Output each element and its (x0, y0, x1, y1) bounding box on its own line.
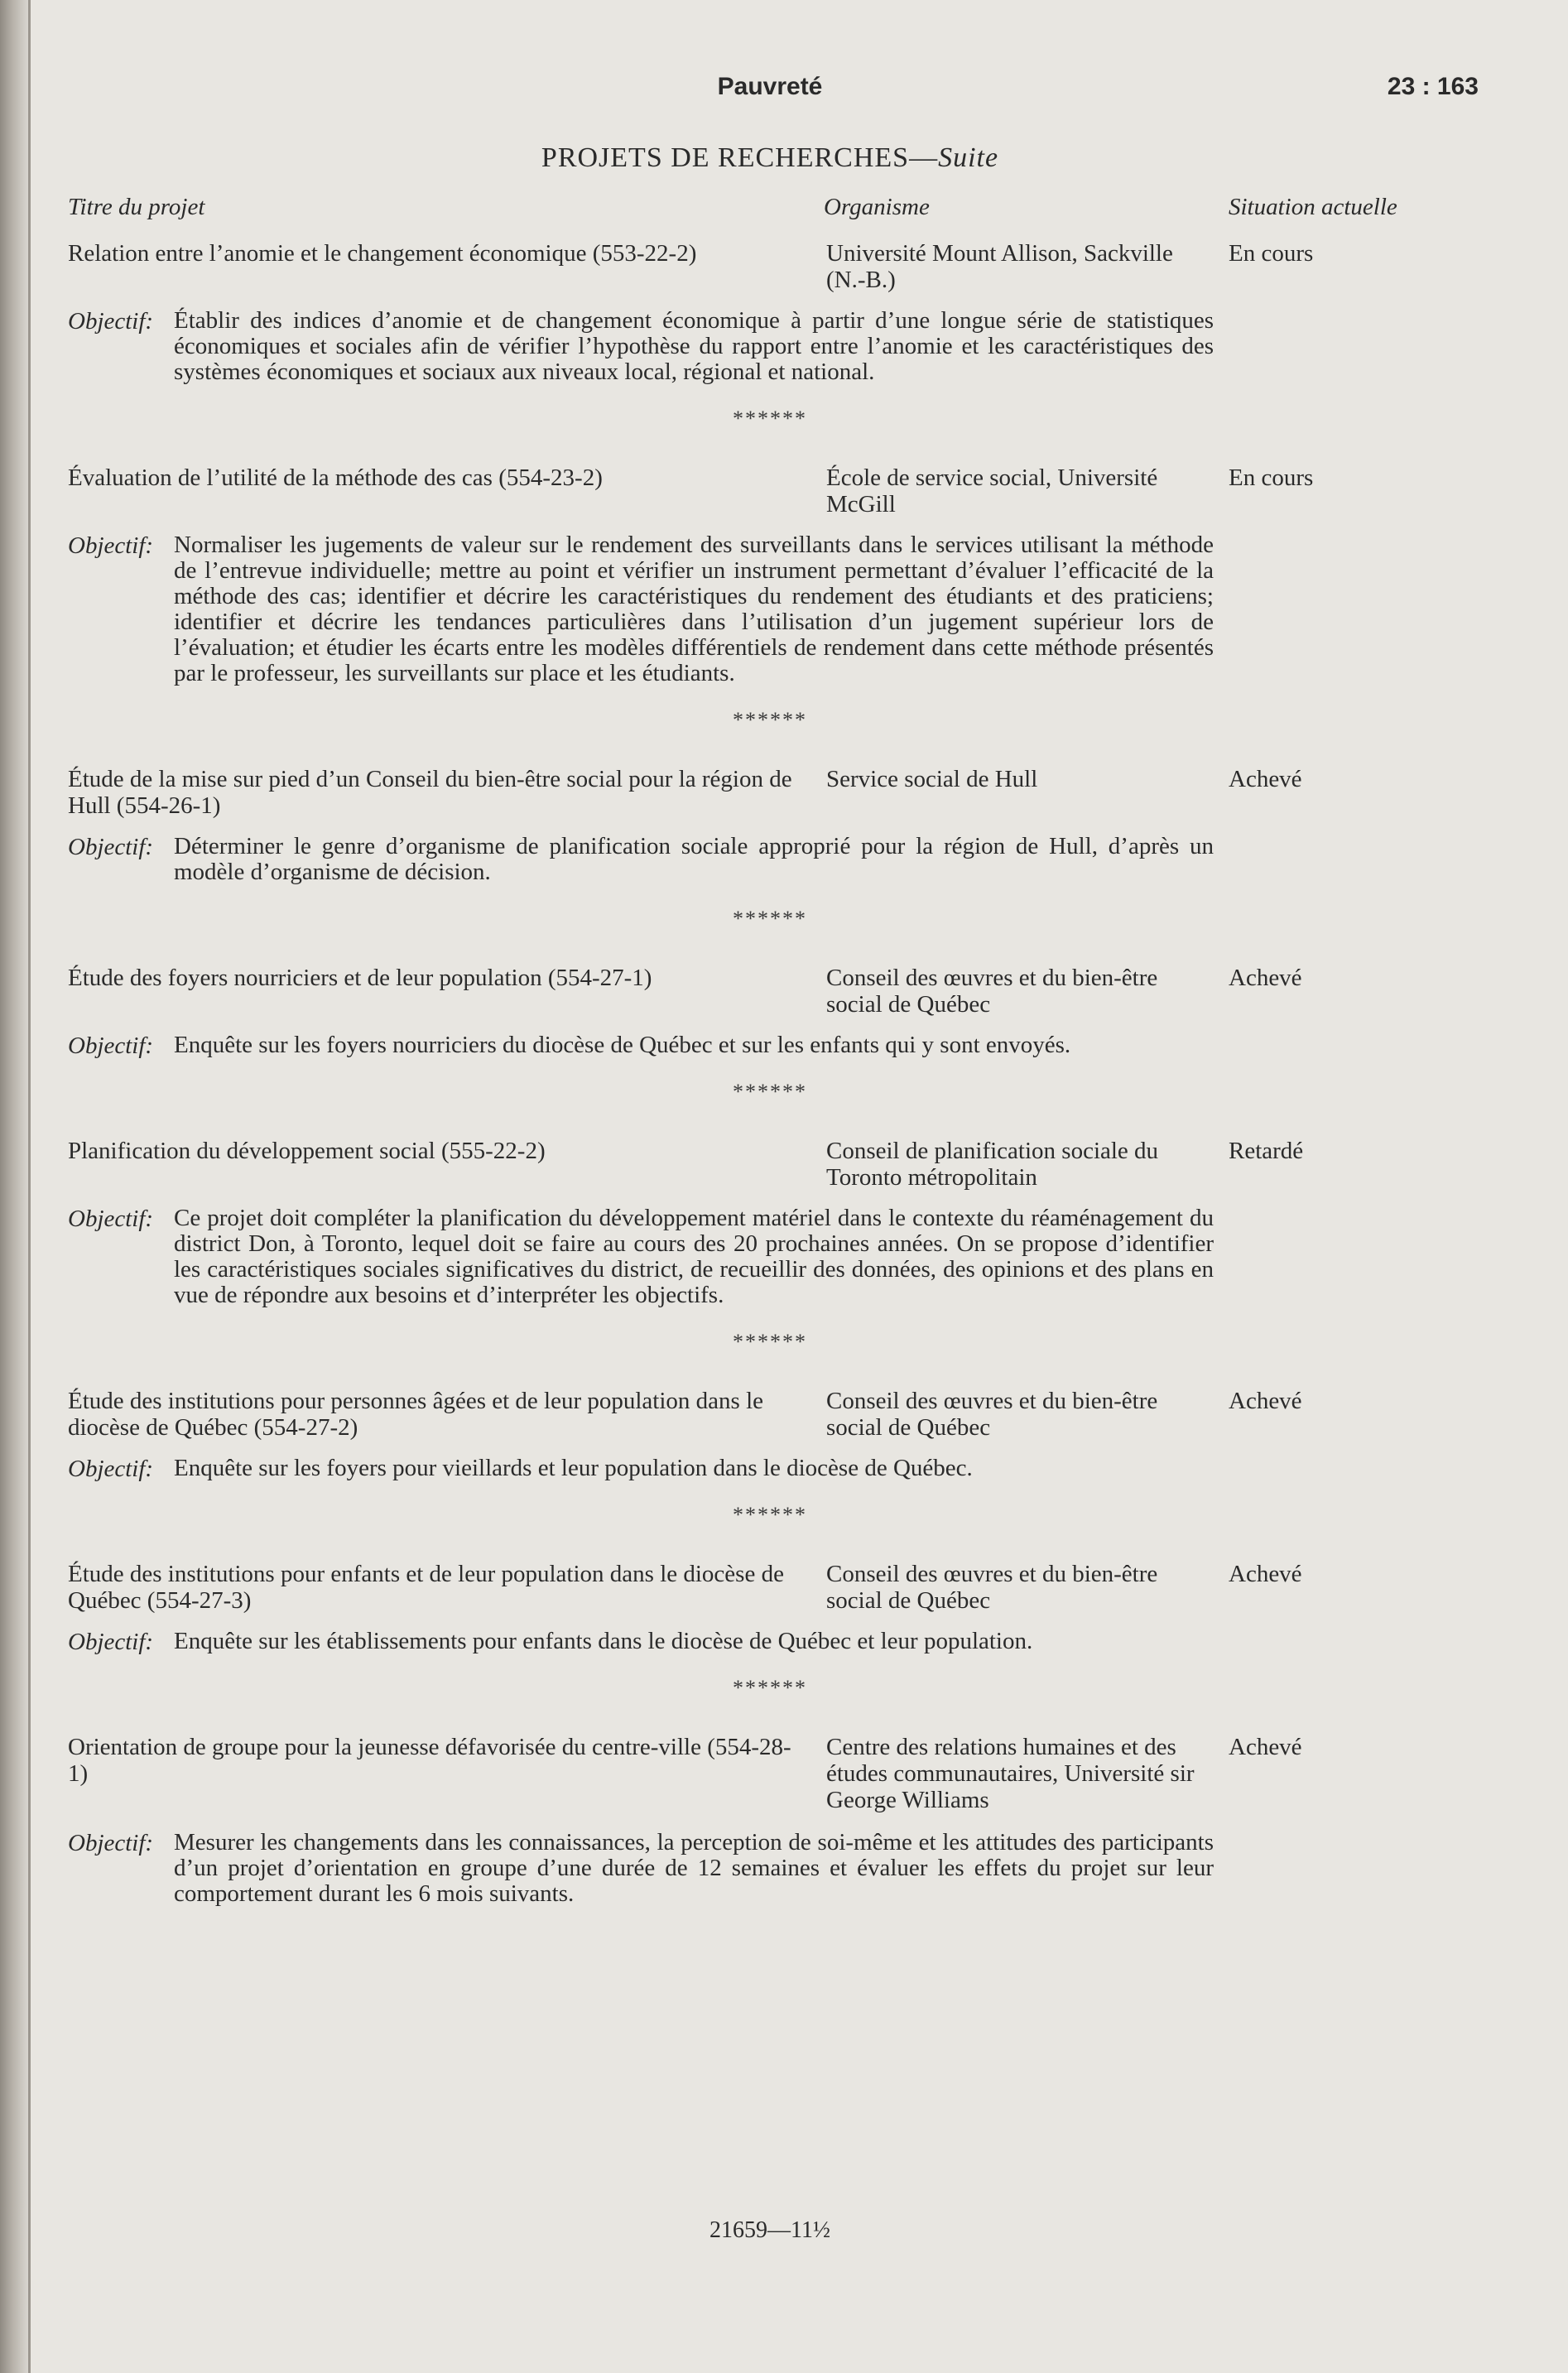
column-headers (0, 194, 1568, 227)
project-row (0, 766, 1568, 824)
footer-signature: 21659—11½ (709, 2217, 830, 2243)
objective-label: Objectif: (68, 834, 154, 860)
project-organism: Centre des relations humaines et des études communautaires, Université sir George Williams (826, 1734, 1195, 1813)
objective-text: Mesurer les changements dans les connaissances, la perception de soi-même et les attitudes des participants d’un projet d’orientation en groupe d’une durée de 12 semaines et évaluer les effets du projet sur leur comportement durant les 6 mois suivants. (174, 1829, 1214, 1907)
project-title: Évaluation de l’utilité de la méthode des cas (554-23-2) (68, 464, 603, 491)
objective-label: Objectif: (68, 1456, 154, 1482)
project-objective (0, 1032, 1214, 1058)
column-header-title: Titre du projet (68, 194, 205, 220)
project-status: Retardé (1229, 1138, 1304, 1164)
project-list (0, 240, 1568, 1907)
column-header-status: Situation actuelle (1229, 194, 1397, 220)
separator: ****** (733, 1676, 807, 1700)
project-entry (0, 240, 1568, 431)
project-objective (0, 834, 1214, 885)
section-title-suite: Suite (938, 142, 999, 173)
objective-label: Objectif: (68, 1032, 154, 1059)
project-row (0, 1734, 1568, 1820)
project-entry (0, 464, 1568, 733)
project-row (0, 1388, 1568, 1446)
project-status: En cours (1229, 240, 1314, 267)
column-header-organism: Organisme (824, 194, 930, 220)
project-entry (0, 1138, 1568, 1355)
project-row (0, 1561, 1568, 1619)
objective-label: Objectif: (68, 1629, 154, 1655)
project-title: Étude de la mise sur pied d’un Conseil du bien-être social pour la région de Hull (554-26-1) (68, 766, 792, 819)
project-status: Achevé (1229, 766, 1302, 792)
project-title: Planification du développement social (555-22-2) (68, 1138, 546, 1164)
separator: ****** (733, 708, 807, 732)
objective-text: Enquête sur les foyers nourriciers du diocèse de Québec et sur les enfants qui y sont envoyés. (174, 1032, 1071, 1058)
running-title: Pauvreté (717, 73, 823, 100)
project-organism: Service social de Hull (826, 766, 1038, 792)
project-row (0, 464, 1568, 522)
project-organism: Conseil des œuvres et du bien-être social de Québec (826, 965, 1158, 1018)
section-title (0, 142, 1540, 174)
objective-label: Objectif: (68, 1206, 154, 1232)
project-objective (0, 1206, 1214, 1308)
project-title: Étude des institutions pour personnes âgées et de leur population dans le diocèse de Québec (554-27-2) (68, 1388, 764, 1441)
objective-text: Enquête sur les établissements pour enfants dans le diocèse de Québec et leur population. (174, 1628, 1033, 1654)
project-objective (0, 308, 1214, 385)
project-status: En cours (1229, 464, 1314, 491)
project-objective (0, 1456, 1214, 1481)
objective-text: Normaliser les jugements de valeur sur le rendement des surveillants dans le services utilisant la méthode de l’entrevue individuelle; mettre au point et vérifier un instrument permettant d’évaluer l’efficacité de la méthode des cas; identifier et décrire les caractéristiques du rendement des étudiants et des praticiens; identifier et décrire les tendances particulières dans l’utilisation d’un jugement supérieur lors de l’évaluation; et étudier les écarts entre les modèles différentiels de rendement dans cette méthode présentés par le professeur, les surveillants sur place et les étudiants. (174, 532, 1214, 686)
project-title: Relation entre l’anomie et le changement économique (553-22-2) (68, 240, 697, 267)
project-organism: Conseil des œuvres et du bien-être social de Québec (826, 1388, 1158, 1441)
project-entry (0, 1388, 1568, 1528)
objective-text: Enquête sur les foyers pour vieillards et leur population dans le diocèse de Québec. (174, 1455, 973, 1481)
objective-label: Objectif: (68, 308, 154, 335)
project-status: Achevé (1229, 965, 1302, 991)
project-organism: Conseil de planification sociale du Toronto métropolitain (826, 1138, 1159, 1191)
separator: ****** (733, 1080, 807, 1104)
separator: ****** (733, 407, 807, 431)
project-organism: École de service social, Université McGill (826, 464, 1158, 517)
separator: ****** (733, 1330, 807, 1354)
objective-text: Établir des indices d’anomie et de changement économique à partir d’une longue série de statistiques économiques et sociales afin de vérifier l’hypothèse du rapport entre l’anomie et les caractéristiques des systèmes économiques et sociaux aux niveaux local, régional et national. (174, 307, 1214, 385)
page-number: 23 : 163 (1387, 73, 1479, 100)
objective-label: Objectif: (68, 532, 154, 559)
project-organism: Université Mount Allison, Sackville (N.-B.) (826, 240, 1173, 293)
project-organism: Conseil des œuvres et du bien-être social de Québec (826, 1561, 1158, 1614)
project-row (0, 965, 1568, 1023)
project-objective (0, 532, 1214, 686)
project-row (0, 240, 1568, 298)
project-entry (0, 965, 1568, 1105)
objective-text: Déterminer le genre d’organisme de planification sociale approprié pour la région de Hull, d’après un modèle d’organisme de décision. (174, 833, 1214, 885)
project-objective (0, 1830, 1214, 1907)
separator: ****** (733, 1503, 807, 1527)
project-status: Achevé (1229, 1388, 1302, 1414)
project-status: Achevé (1229, 1561, 1302, 1587)
objective-label: Objectif: (68, 1830, 154, 1856)
project-title: Orientation de groupe pour la jeunesse défavorisée du centre-ville (554-28-1) (68, 1734, 791, 1787)
project-title: Étude des institutions pour enfants et de leur population dans le diocèse de Québec (554-27-3) (68, 1561, 784, 1614)
project-entry (0, 766, 1568, 931)
project-entry (0, 1561, 1568, 1701)
project-row (0, 1138, 1568, 1196)
project-objective (0, 1629, 1214, 1654)
project-status: Achevé (1229, 1734, 1302, 1760)
objective-text: Ce projet doit compléter la planification du développement matériel dans le contexte du réaménagement du district Don, à Toronto, lequel doit se faire au cours des 20 prochaines années. On se propose d’identifier les caractéristiques sociales significatives du district, de recueillir des données, des opinions et des plans en vue de répondre aux besoins et d’interpréter les objectifs. (174, 1205, 1214, 1308)
project-title: Étude des foyers nourriciers et de leur population (554-27-1) (68, 965, 652, 991)
running-head (0, 73, 1568, 106)
separator: ****** (733, 907, 807, 931)
project-entry (0, 1734, 1568, 1907)
section-title-main: PROJETS DE RECHERCHES— (541, 142, 939, 173)
